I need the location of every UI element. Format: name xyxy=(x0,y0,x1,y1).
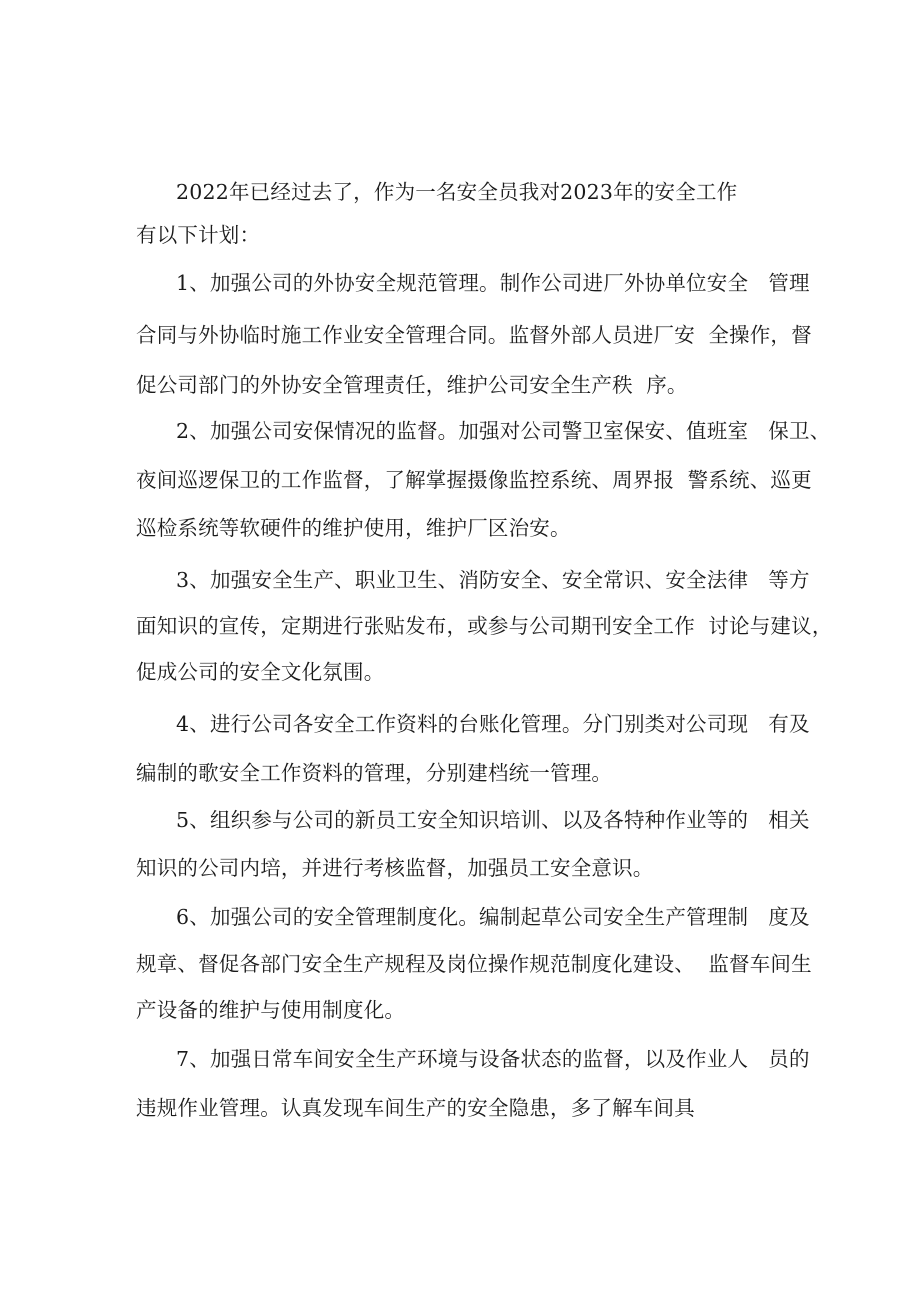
item-2-line-3: 巡检系统等软硬件的维护使用，维护厂区治安。 xyxy=(136,516,571,540)
item-5-line-2: 知识的公司内培，并进行考核监督，加强员工安全意识。 xyxy=(136,856,654,880)
item-4-line-1: 4、进行公司各安全工作资料的台账化管理。分门别类对公司现 有及 xyxy=(176,712,810,736)
item-2-line-2: 夜间巡逻保卫的工作监督，了解掌握摄像监控系统、周界报 警系统、巡更 xyxy=(136,468,812,492)
item-6-line-1: 6、加强公司的安全管理制度化。编制起草公司安全生产管理制 度及 xyxy=(176,905,810,929)
item-3-line-3: 促成公司的安全文化氛围。 xyxy=(136,660,385,684)
item-5-line-1: 5、组织参与公司的新员工安全知识培训、以及各特种作业等的 相关 xyxy=(176,808,810,832)
item-3-line-2: 面知识的宣传，定期进行张贴发布，或参与公司期刊安全工作 讨论与建议， xyxy=(136,614,833,638)
intro-line-2: 有以下计划： xyxy=(136,223,261,247)
item-6-line-3: 产设备的维护与使用制度化。 xyxy=(136,998,406,1022)
item-1-line-3: 促公司部门的外协安全管理责任，维护公司安全生产秩 序。 xyxy=(136,373,688,397)
item-1-line-2: 合同与外协临时施工作业安全管理合同。监督外部人员进厂安 全操作，督 xyxy=(136,323,812,347)
item-4-line-2: 编制的歌安全工作资料的管理，分别建档统一管理。 xyxy=(136,761,613,785)
item-2-line-1: 2、加强公司安保情况的监督。加强对公司警卫室保安、值班室 保卫、 xyxy=(176,419,831,443)
item-7-line-2: 违规作业管理。认真发现车间生产的安全隐患，多了解车间具 xyxy=(136,1096,695,1120)
intro-line-1: 2022年已经过去了，作为一名安全员我对2023年的安全工作 xyxy=(176,180,738,204)
item-1-line-1: 1、加强公司的外协安全规范管理。制作公司进厂外协单位安全 管理 xyxy=(176,271,810,295)
item-7-line-1: 7、加强日常车间安全生产环境与设备状态的监督，以及作业人 员的 xyxy=(176,1047,810,1071)
item-3-line-1: 3、加强安全生产、职业卫生、消防安全、安全常识、安全法律 等方 xyxy=(176,568,810,592)
item-6-line-2: 规章、督促各部门安全生产规程及岗位操作规范制度化建设、 监督车间生 xyxy=(136,952,812,976)
